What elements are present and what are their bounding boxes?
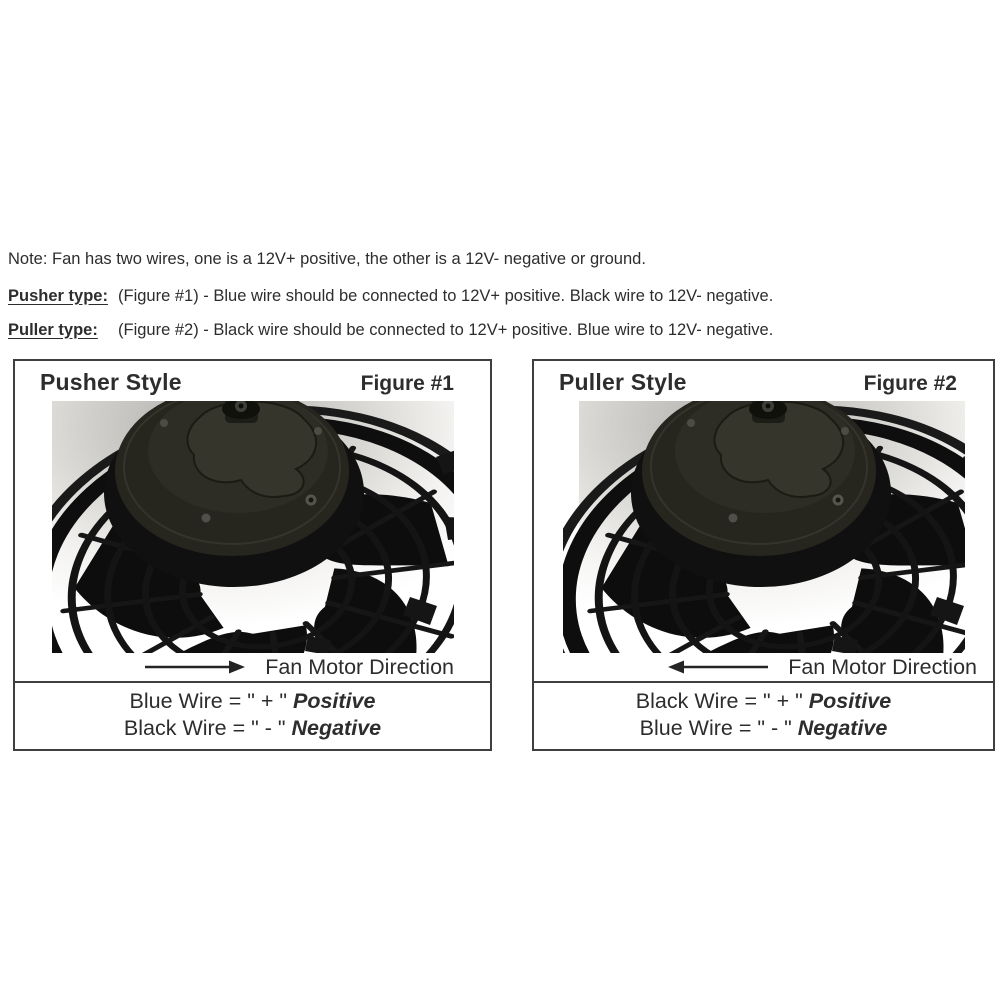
puller-type-label: Puller type: [8, 320, 98, 339]
note-text: Note: Fan has two wires, one is a 12V+ positive, the other is a 12V- negative or ground. [8, 250, 646, 268]
fan-photo-art [563, 401, 965, 653]
fan-photo-art [52, 401, 454, 653]
wire-legend [534, 681, 993, 750]
direction-arrow-icon [145, 659, 245, 675]
wire-polarity: Positive [808, 688, 892, 713]
figure-panel-puller [532, 359, 995, 751]
wire-polarity: Negative [797, 715, 888, 740]
wire-line-negative [15, 715, 490, 742]
panel-header [15, 361, 490, 398]
puller-type-text: (Figure #2) - Black wire should be connected to 12V+ positive. Blue wire to 12V- negative. [118, 320, 774, 339]
wire-legend [15, 681, 490, 750]
wire-line-positive [15, 688, 490, 715]
panel-title-puller: Puller Style [559, 369, 687, 396]
wire-polarity: Positive [293, 688, 376, 713]
fan-photo-pusher [52, 401, 454, 653]
panel-header [534, 361, 993, 398]
fan-motor-direction-row [15, 653, 490, 680]
wire-polarity: Negative [291, 715, 382, 740]
wire-line-positive [534, 688, 993, 715]
intro-text-block [0, 0, 1000, 340]
direction-label: Fan Motor Direction [788, 654, 977, 679]
pusher-type-label: Pusher type: [8, 286, 108, 305]
wire-prefix: Black Wire = " - " [123, 715, 286, 740]
puller-type-instruction [8, 321, 1000, 341]
wire-line-negative [534, 715, 993, 742]
figure-panel-pusher [13, 359, 492, 751]
fan-photo-puller [563, 401, 965, 653]
wire-prefix: Black Wire = " + " [635, 688, 803, 713]
figure-number-label: Figure #2 [863, 372, 957, 396]
direction-arrow-icon [668, 659, 768, 675]
direction-label: Fan Motor Direction [265, 654, 454, 679]
wire-prefix: Blue Wire = " - " [639, 715, 792, 740]
panel-title-pusher: Pusher Style [40, 369, 182, 396]
pusher-type-instruction [8, 287, 1000, 307]
fan-motor-direction-row [534, 653, 993, 680]
pusher-type-text: (Figure #1) - Blue wire should be connected to 12V+ positive. Black wire to 12V- negative. [118, 286, 774, 305]
wire-prefix: Blue Wire = " + " [129, 688, 288, 713]
figure-number-label: Figure #1 [360, 372, 454, 396]
figure-panels [13, 359, 1000, 751]
